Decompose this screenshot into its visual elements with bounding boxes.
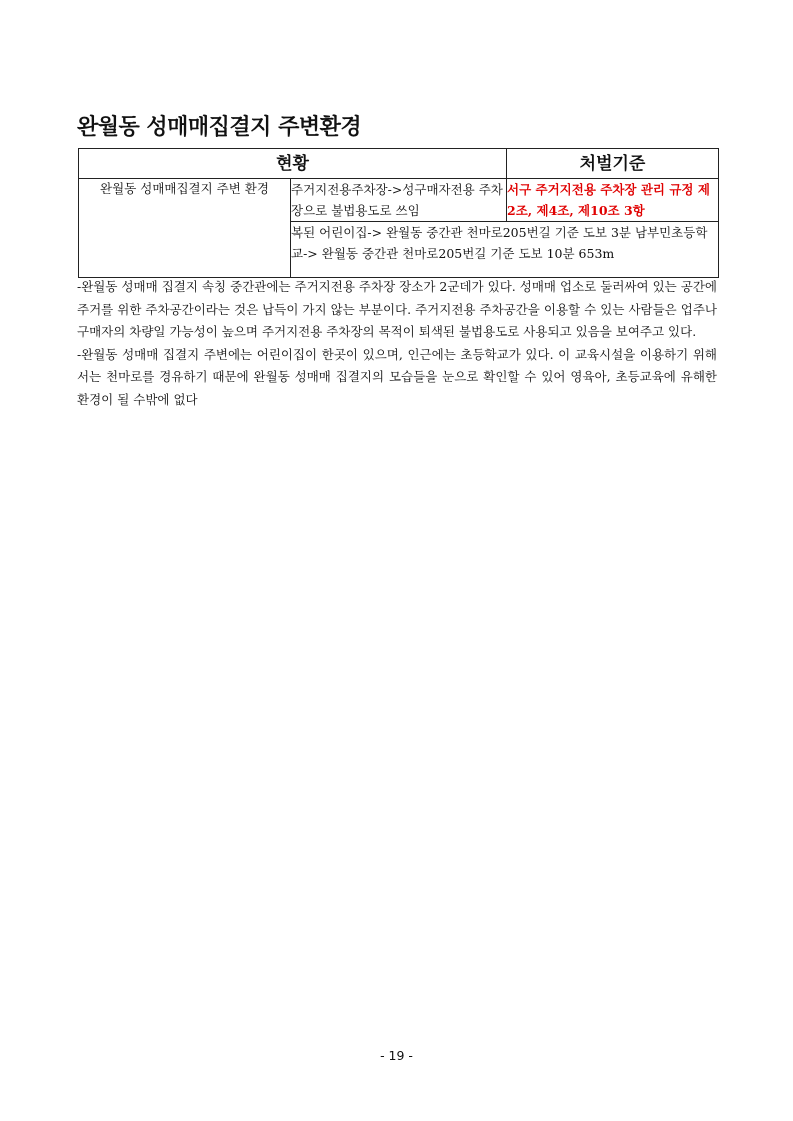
environment-table xyxy=(78,148,719,278)
status-cell-schools: 복된 어린이집-> 완월동 중간관 천마로205번길 기준 도보 3분 남부민초등학교-> 완월동 중간관 천마로205번길 기준 도보 10분 653m xyxy=(291,222,719,278)
table-row xyxy=(79,179,719,222)
body-text xyxy=(77,276,717,412)
header-status: 현황 xyxy=(79,149,507,179)
paragraph-schools: -완월동 성매매 집결지 주변에는 어린이집이 한곳이 있으며, 인근에는 초등학교가 있다. 이 교육시설을 이용하기 위해서는 천마로를 경유하기 때문에 완월동 성매매 집결지의 모습들을 눈으로 확인할 수 있어 영육아, 초등교육에 유해한 환경이 될 수밖에 없다 xyxy=(77,346,717,407)
table-header-row xyxy=(79,149,719,179)
page-number: - 19 - xyxy=(380,1048,413,1063)
row-label: 완월동 성매매집결지 주변 환경 xyxy=(79,179,291,278)
status-cell-parking: 주거지전용주차장->성구매자전용 주차장으로 불법용도로 쓰임 xyxy=(291,179,507,222)
header-standard: 처벌기준 xyxy=(507,149,719,179)
paragraph-parking: -완월동 성매매 집결지 속칭 중간관에는 주거지전용 주차장 장소가 2군데가 있다. 성매매 업소로 둘러싸여 있는 공간에 주거를 위한 주차공간이라는 것은 납득이 가지 않는 부분이다. 주거지전용 주차공간을 이용할 수 있는 사람들은 업주나 구매자의 차량일 가능성이 높으며 주거지전용 주차장의 목적이 퇴색된 불법용도로 사용되고 있음을 보여주고 있다. xyxy=(77,279,717,340)
standard-cell-parking: 서구 주거지전용 주차장 관리 규정 제2조, 제4조, 제10조 3항 xyxy=(507,179,719,222)
page-title: 완월동 성매매집결지 주변환경 xyxy=(77,115,362,140)
